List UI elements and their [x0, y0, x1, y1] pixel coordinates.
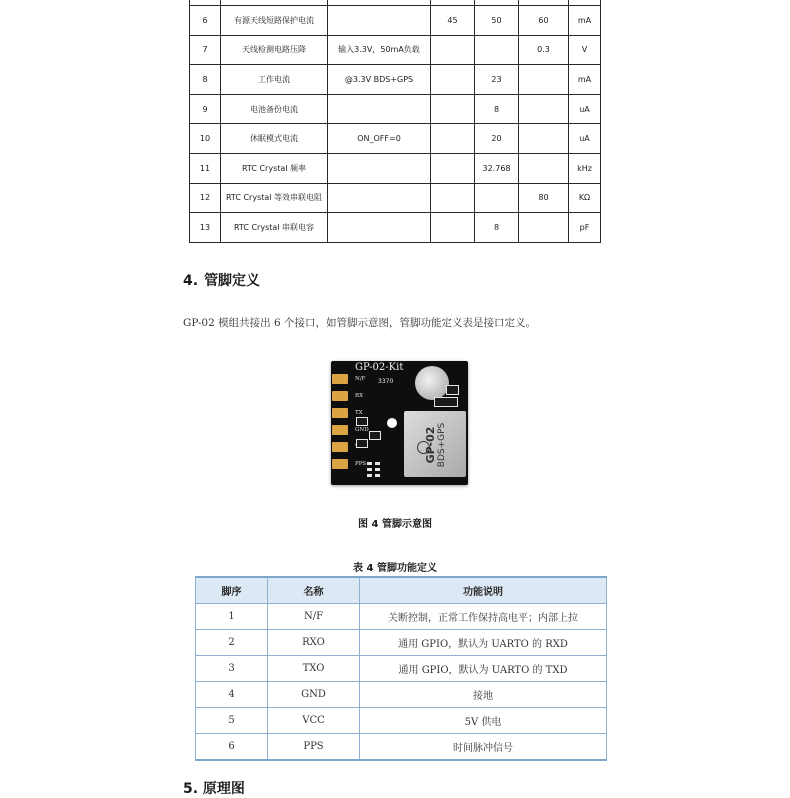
- pin-function-table: [195, 576, 607, 761]
- cell-unit: KΩ: [569, 183, 601, 213]
- smd-component: [356, 417, 368, 426]
- cell-no: 11: [190, 153, 221, 183]
- next-section-heading: 5. 原理图: [183, 781, 245, 797]
- cell-max: [519, 94, 569, 124]
- chip-model: GP-02: [423, 426, 437, 464]
- cell-no: 8: [190, 65, 221, 95]
- pin-label: GND: [355, 427, 369, 433]
- table-row: [190, 213, 601, 243]
- cell-min: [431, 65, 475, 95]
- chip-mode: BDS+GPS: [436, 422, 447, 468]
- section-number: 4.: [183, 273, 199, 289]
- pin-pad: [332, 374, 348, 384]
- smd-component: [356, 439, 368, 448]
- cell-pin-no: 4: [196, 682, 268, 708]
- cell-max: 60: [519, 6, 569, 36]
- cell-condition: 输入3.3V，50mA负载: [328, 35, 431, 65]
- cell-condition: [328, 183, 431, 213]
- cell-min: [431, 35, 475, 65]
- cell-param: RTC Crystal 串联电容: [221, 213, 328, 243]
- cell-pin-name: GND: [268, 682, 360, 708]
- cell-typ: 23: [475, 65, 519, 95]
- smd-component: [446, 385, 459, 395]
- table-row: [190, 35, 601, 65]
- cell-param: 有源天线短路保护电流: [221, 6, 328, 36]
- cell-max: [519, 153, 569, 183]
- pin-pad: [332, 442, 348, 452]
- section-title: 管脚定义: [204, 273, 261, 289]
- pin-pad: [332, 425, 348, 435]
- cell-max: 0.3: [519, 35, 569, 65]
- cell-pin-name: PPS: [268, 734, 360, 761]
- cell-min: [431, 124, 475, 154]
- cell-no: 9: [190, 94, 221, 124]
- cell-param: RTC Crystal 频率: [221, 153, 328, 183]
- cell-param: 工作电流: [221, 65, 328, 95]
- antenna-component: [415, 366, 449, 400]
- cell-param: RTC Crystal 等效串联电阻: [221, 183, 328, 213]
- table-row: [190, 6, 601, 36]
- cell-unit: mA: [569, 6, 601, 36]
- cell-min: [431, 183, 475, 213]
- pin-pad: [332, 391, 348, 401]
- cell-pin-no: 6: [196, 734, 268, 761]
- resistor-array: [367, 462, 385, 478]
- cell-max: [519, 124, 569, 154]
- cell-typ: 20: [475, 124, 519, 154]
- cell-no: 6: [190, 6, 221, 36]
- cell-typ: [475, 35, 519, 65]
- cell-param: 电池备份电流: [221, 94, 328, 124]
- cell-pin-no: 5: [196, 708, 268, 734]
- cell-param: 休眠模式电流: [221, 124, 328, 154]
- header-pin-no: 脚序: [196, 577, 268, 604]
- table-row: [190, 183, 601, 213]
- table-row: [196, 734, 607, 761]
- cell-unit: V: [569, 35, 601, 65]
- table-row: [190, 124, 601, 154]
- cell-min: 45: [431, 6, 475, 36]
- cell-condition: [328, 213, 431, 243]
- chip-label: [413, 423, 457, 467]
- cell-typ: [475, 183, 519, 213]
- cell-max: [519, 65, 569, 95]
- pin-label: TX: [355, 410, 363, 416]
- board-title: GP-02-Kit: [355, 362, 404, 373]
- pin-pad: [332, 408, 348, 418]
- cell-condition: [328, 6, 431, 36]
- pin-label: PPS: [355, 461, 367, 467]
- cell-pin-desc: 接地: [360, 682, 607, 708]
- table-caption: 表 4 管脚功能定义: [353, 563, 437, 574]
- cell-pin-desc: 关断控制，正常工作保持高电平；内部上拉: [360, 604, 607, 630]
- pin-label: N/F: [355, 376, 366, 382]
- module-board-image: [331, 361, 468, 485]
- smd-component: [434, 397, 458, 407]
- cell-typ: 8: [475, 213, 519, 243]
- cell-pin-name: N/F: [268, 604, 360, 630]
- cell-typ: 32.768: [475, 153, 519, 183]
- table-row: [190, 153, 601, 183]
- mounting-hole: [387, 418, 397, 428]
- cell-pin-desc: 5V 供电: [360, 708, 607, 734]
- figure-caption: 图 4 管脚示意图: [358, 519, 432, 530]
- electrical-spec-table: [189, 0, 601, 243]
- cell-no: 7: [190, 35, 221, 65]
- header-function: 功能说明: [360, 577, 607, 604]
- table-row: [196, 604, 607, 630]
- cell-condition: ON_OFF=0: [328, 124, 431, 154]
- cell-max: [519, 213, 569, 243]
- board-code: 3370: [378, 378, 394, 385]
- smd-component: [369, 431, 381, 440]
- table-row: [196, 708, 607, 734]
- cell-pin-name: TXO: [268, 656, 360, 682]
- cell-no: 10: [190, 124, 221, 154]
- section-heading: [183, 270, 260, 290]
- cell-pin-desc: 通用 GPIO，默认为 UARTO 的 TXD: [360, 656, 607, 682]
- cell-pin-desc: 时间脉冲信号: [360, 734, 607, 761]
- table-row: [196, 682, 607, 708]
- cell-unit: uA: [569, 124, 601, 154]
- cell-max: 80: [519, 183, 569, 213]
- table-row: [196, 630, 607, 656]
- cell-unit: uA: [569, 94, 601, 124]
- cell-condition: [328, 94, 431, 124]
- cell-no: 12: [190, 183, 221, 213]
- cell-no: 13: [190, 213, 221, 243]
- cell-condition: [328, 153, 431, 183]
- cell-param: 天线检测电路压降: [221, 35, 328, 65]
- intro-paragraph: GP-02 模组共接出 6 个接口，如管脚示意图，管脚功能定义表是接口定义。: [183, 317, 536, 329]
- cell-condition: @3.3V BDS+GPS: [328, 65, 431, 95]
- pin-pad: [332, 459, 348, 469]
- cell-unit: kHz: [569, 153, 601, 183]
- table-row: [190, 65, 601, 95]
- pin-label: RX: [355, 393, 364, 399]
- table-row: [190, 94, 601, 124]
- cell-pin-no: 1: [196, 604, 268, 630]
- cell-pin-name: RXO: [268, 630, 360, 656]
- table-header-row: [196, 577, 607, 604]
- cell-min: [431, 94, 475, 124]
- cell-typ: 8: [475, 94, 519, 124]
- cell-pin-desc: 通用 GPIO，默认为 UARTO 的 RXD: [360, 630, 607, 656]
- cell-unit: mA: [569, 65, 601, 95]
- cell-min: [431, 213, 475, 243]
- cell-pin-name: VCC: [268, 708, 360, 734]
- header-name: 名称: [268, 577, 360, 604]
- cell-min: [431, 153, 475, 183]
- cell-unit: pF: [569, 213, 601, 243]
- cell-pin-no: 3: [196, 656, 268, 682]
- cell-typ: 50: [475, 6, 519, 36]
- table-row: [196, 656, 607, 682]
- cell-pin-no: 2: [196, 630, 268, 656]
